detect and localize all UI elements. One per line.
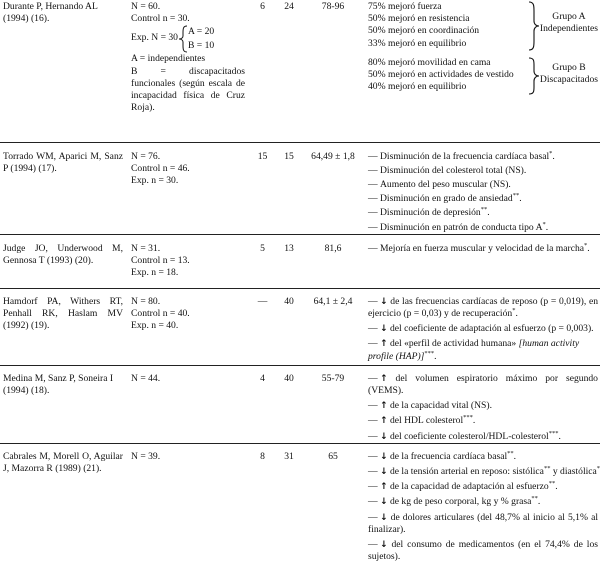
result-item: 33% mejoró en equilibrio bbox=[368, 37, 467, 49]
table-row bbox=[0, 142, 600, 234]
down-arrow-icon: ↓ bbox=[380, 497, 388, 508]
right-brace-icon bbox=[527, 57, 540, 95]
sample-exp: Exp. n = 30. bbox=[131, 174, 179, 186]
left-brace-icon bbox=[178, 25, 188, 53]
result-item: — Disminución de la frecuencia cardíaca basal*. bbox=[368, 149, 555, 162]
table-row bbox=[0, 288, 600, 365]
age-range: 64,1 ± 2,4 bbox=[313, 295, 353, 307]
result-item: — ↓ de las frecuencias cardíacas de reposo (p = 0,019), en ejercicio (p = 0,03) y de recuperación*. bbox=[368, 295, 598, 319]
result-item: — ↓ de la frecuencia cardíaca basal**. bbox=[368, 449, 517, 462]
age-range: 64,49 ± 1,8 bbox=[311, 150, 355, 162]
age-range: 78-96 bbox=[321, 1, 345, 12]
result-item: — ↓ de kg de peso corporal, kg y % grasa**. bbox=[368, 495, 541, 508]
result-item: — ↑ del volumen espiratorio máximo por segundo (VEMS). bbox=[368, 372, 598, 396]
sample-exp-b: B = 10 bbox=[187, 40, 215, 52]
author-cell: Medina M, Sanz P, Soneira I (1994) (18). bbox=[3, 372, 114, 396]
down-arrow-icon: ↓ bbox=[380, 431, 388, 442]
weeks-count: 13 bbox=[284, 242, 294, 254]
result-item: — Mejoría en fuerza muscular y velocidad de la marcha*. bbox=[368, 241, 590, 254]
table-row bbox=[0, 365, 600, 443]
down-arrow-icon: ↓ bbox=[380, 466, 388, 477]
sample-exp-label: Exp. N = 30 bbox=[131, 32, 178, 44]
result-item: — Disminución de depresión**. bbox=[368, 206, 490, 219]
up-arrow-icon: ↑ bbox=[380, 339, 388, 350]
down-arrow-icon: ↓ bbox=[380, 539, 388, 550]
table-row bbox=[0, 0, 600, 142]
result-item: — ↑ del HDL colesterol***. bbox=[368, 414, 476, 427]
group-a-label: Grupo A bbox=[552, 11, 586, 22]
result-item: 50% mejoró en resistencia bbox=[368, 13, 470, 25]
weeks-count: 40 bbox=[284, 295, 294, 307]
sessions-count: 4 bbox=[260, 372, 265, 384]
sample-total: N = 44. bbox=[131, 372, 161, 384]
age-range: 65 bbox=[328, 450, 338, 462]
sample-note-a: A = independientes bbox=[131, 53, 206, 65]
result-item: 80% mejoró movilidad en cama bbox=[368, 57, 491, 68]
result-item: — Disminución en grado de ansiedad**. bbox=[368, 191, 522, 205]
up-arrow-icon: ↑ bbox=[380, 401, 388, 412]
weeks-count: 40 bbox=[284, 372, 294, 384]
weeks-count: 31 bbox=[284, 450, 294, 462]
result-item: — Disminución del colesterol total (NS). bbox=[368, 164, 527, 176]
down-arrow-icon: ↓ bbox=[380, 296, 388, 307]
sample-total: N = 76. bbox=[131, 150, 161, 162]
up-arrow-icon: ↑ bbox=[380, 373, 388, 384]
sample-note-b: B = discapacitados funcionales (según escala de incapacidad física de Cruz Roja). bbox=[131, 65, 245, 114]
result-item: 75% mejoró fuerza bbox=[368, 1, 442, 12]
author-cell: Torrado WM, Aparici M, Sanz P (1994) (17). bbox=[3, 150, 123, 174]
result-item: 50% mejoró en coordinación bbox=[368, 25, 480, 37]
weeks-count: 15 bbox=[284, 150, 294, 162]
sample-total: N = 39. bbox=[131, 450, 161, 462]
author-cell: Judge JO, Underwood M, Gennosa T (1993) (20). bbox=[3, 242, 123, 266]
author-cell: Cabrales M, Morell O, Aguilar J, Mazorra R (1989) (21). bbox=[3, 450, 123, 474]
result-item: — Disminución en patrón de conducta tipo A*. bbox=[368, 220, 549, 233]
sample-control: Control n = 40. bbox=[131, 307, 190, 319]
result-item: — ↓ del coeficiente de adaptación al esfuerzo (p = 0,003). bbox=[368, 323, 594, 335]
group-a-sublabel: Independientes bbox=[539, 23, 598, 35]
result-item: — ↓ del consumo de medicamentos (en el 74,4% de los sujetos). bbox=[368, 538, 598, 563]
sessions-count: 8 bbox=[260, 450, 265, 462]
sample-total: N = 31. bbox=[131, 242, 161, 254]
result-item: — ↑ de la capacidad de adaptación al esfuerzo**. bbox=[368, 479, 558, 493]
result-item: 50% mejoró en actividades de vestido bbox=[368, 69, 514, 81]
up-arrow-icon: ↑ bbox=[380, 416, 388, 427]
sample-control: Control n = 30. bbox=[131, 13, 190, 25]
weeks-count: 24 bbox=[284, 1, 294, 12]
down-arrow-icon: ↓ bbox=[380, 512, 388, 523]
sample-total: N = 60. bbox=[131, 1, 161, 12]
sample-exp: Exp. n = 40. bbox=[131, 320, 179, 332]
result-item: — ↓ del coeficiente colesterol/HDL-colesterol***. bbox=[368, 429, 561, 442]
result-item: 40% mejoró en equilibrio bbox=[368, 81, 467, 93]
group-b-results bbox=[368, 57, 598, 95]
group-b-label: Grupo B bbox=[552, 62, 586, 73]
result-item: — ↑ de la capacidad vital (NS). bbox=[368, 400, 492, 412]
result-item: — Aumento del peso muscular (NS). bbox=[368, 178, 511, 190]
sessions-count: 15 bbox=[257, 150, 268, 162]
sample-exp-a: A = 20 bbox=[187, 26, 215, 38]
down-arrow-icon: ↓ bbox=[380, 324, 388, 335]
sessions-count: 5 bbox=[260, 242, 265, 254]
sample-control: Control n = 46. bbox=[131, 162, 190, 174]
down-arrow-icon: ↓ bbox=[380, 451, 388, 462]
sessions-count: 6 bbox=[260, 1, 265, 12]
age-range: 55-79 bbox=[321, 372, 345, 384]
sessions-count: — bbox=[257, 295, 268, 307]
sample-exp-group bbox=[131, 25, 249, 53]
table-row bbox=[0, 443, 600, 563]
result-item: — ↓ de la tensión arterial en reposo: sistólica** y diastólica* bbox=[368, 464, 600, 477]
table-row bbox=[0, 234, 600, 288]
sample-control: Control n = 13. bbox=[131, 254, 190, 266]
sample-exp: Exp. n = 18. bbox=[131, 267, 179, 279]
author-cell: Durante P, Hernando AL (1994) (16). bbox=[3, 1, 98, 25]
group-b-sublabel: Discapacitados bbox=[539, 74, 598, 86]
age-range: 81,6 bbox=[324, 242, 342, 254]
result-item: — ↓ de dolores articulares (del 48,7% al inicio al 5,1% al finalizar). bbox=[368, 511, 598, 535]
author-cell: Hamdorf PA, Withers RT, Penhall RK, Haslam MV (1992) (19). bbox=[3, 295, 123, 332]
group-a-results bbox=[368, 1, 598, 51]
sample-total: N = 80. bbox=[131, 295, 161, 307]
right-brace-icon bbox=[527, 1, 540, 51]
up-arrow-icon: ↑ bbox=[380, 482, 388, 493]
result-item: — ↑ del «perfil de actividad humana» [human activity profile (HAP)]***. bbox=[368, 338, 580, 362]
